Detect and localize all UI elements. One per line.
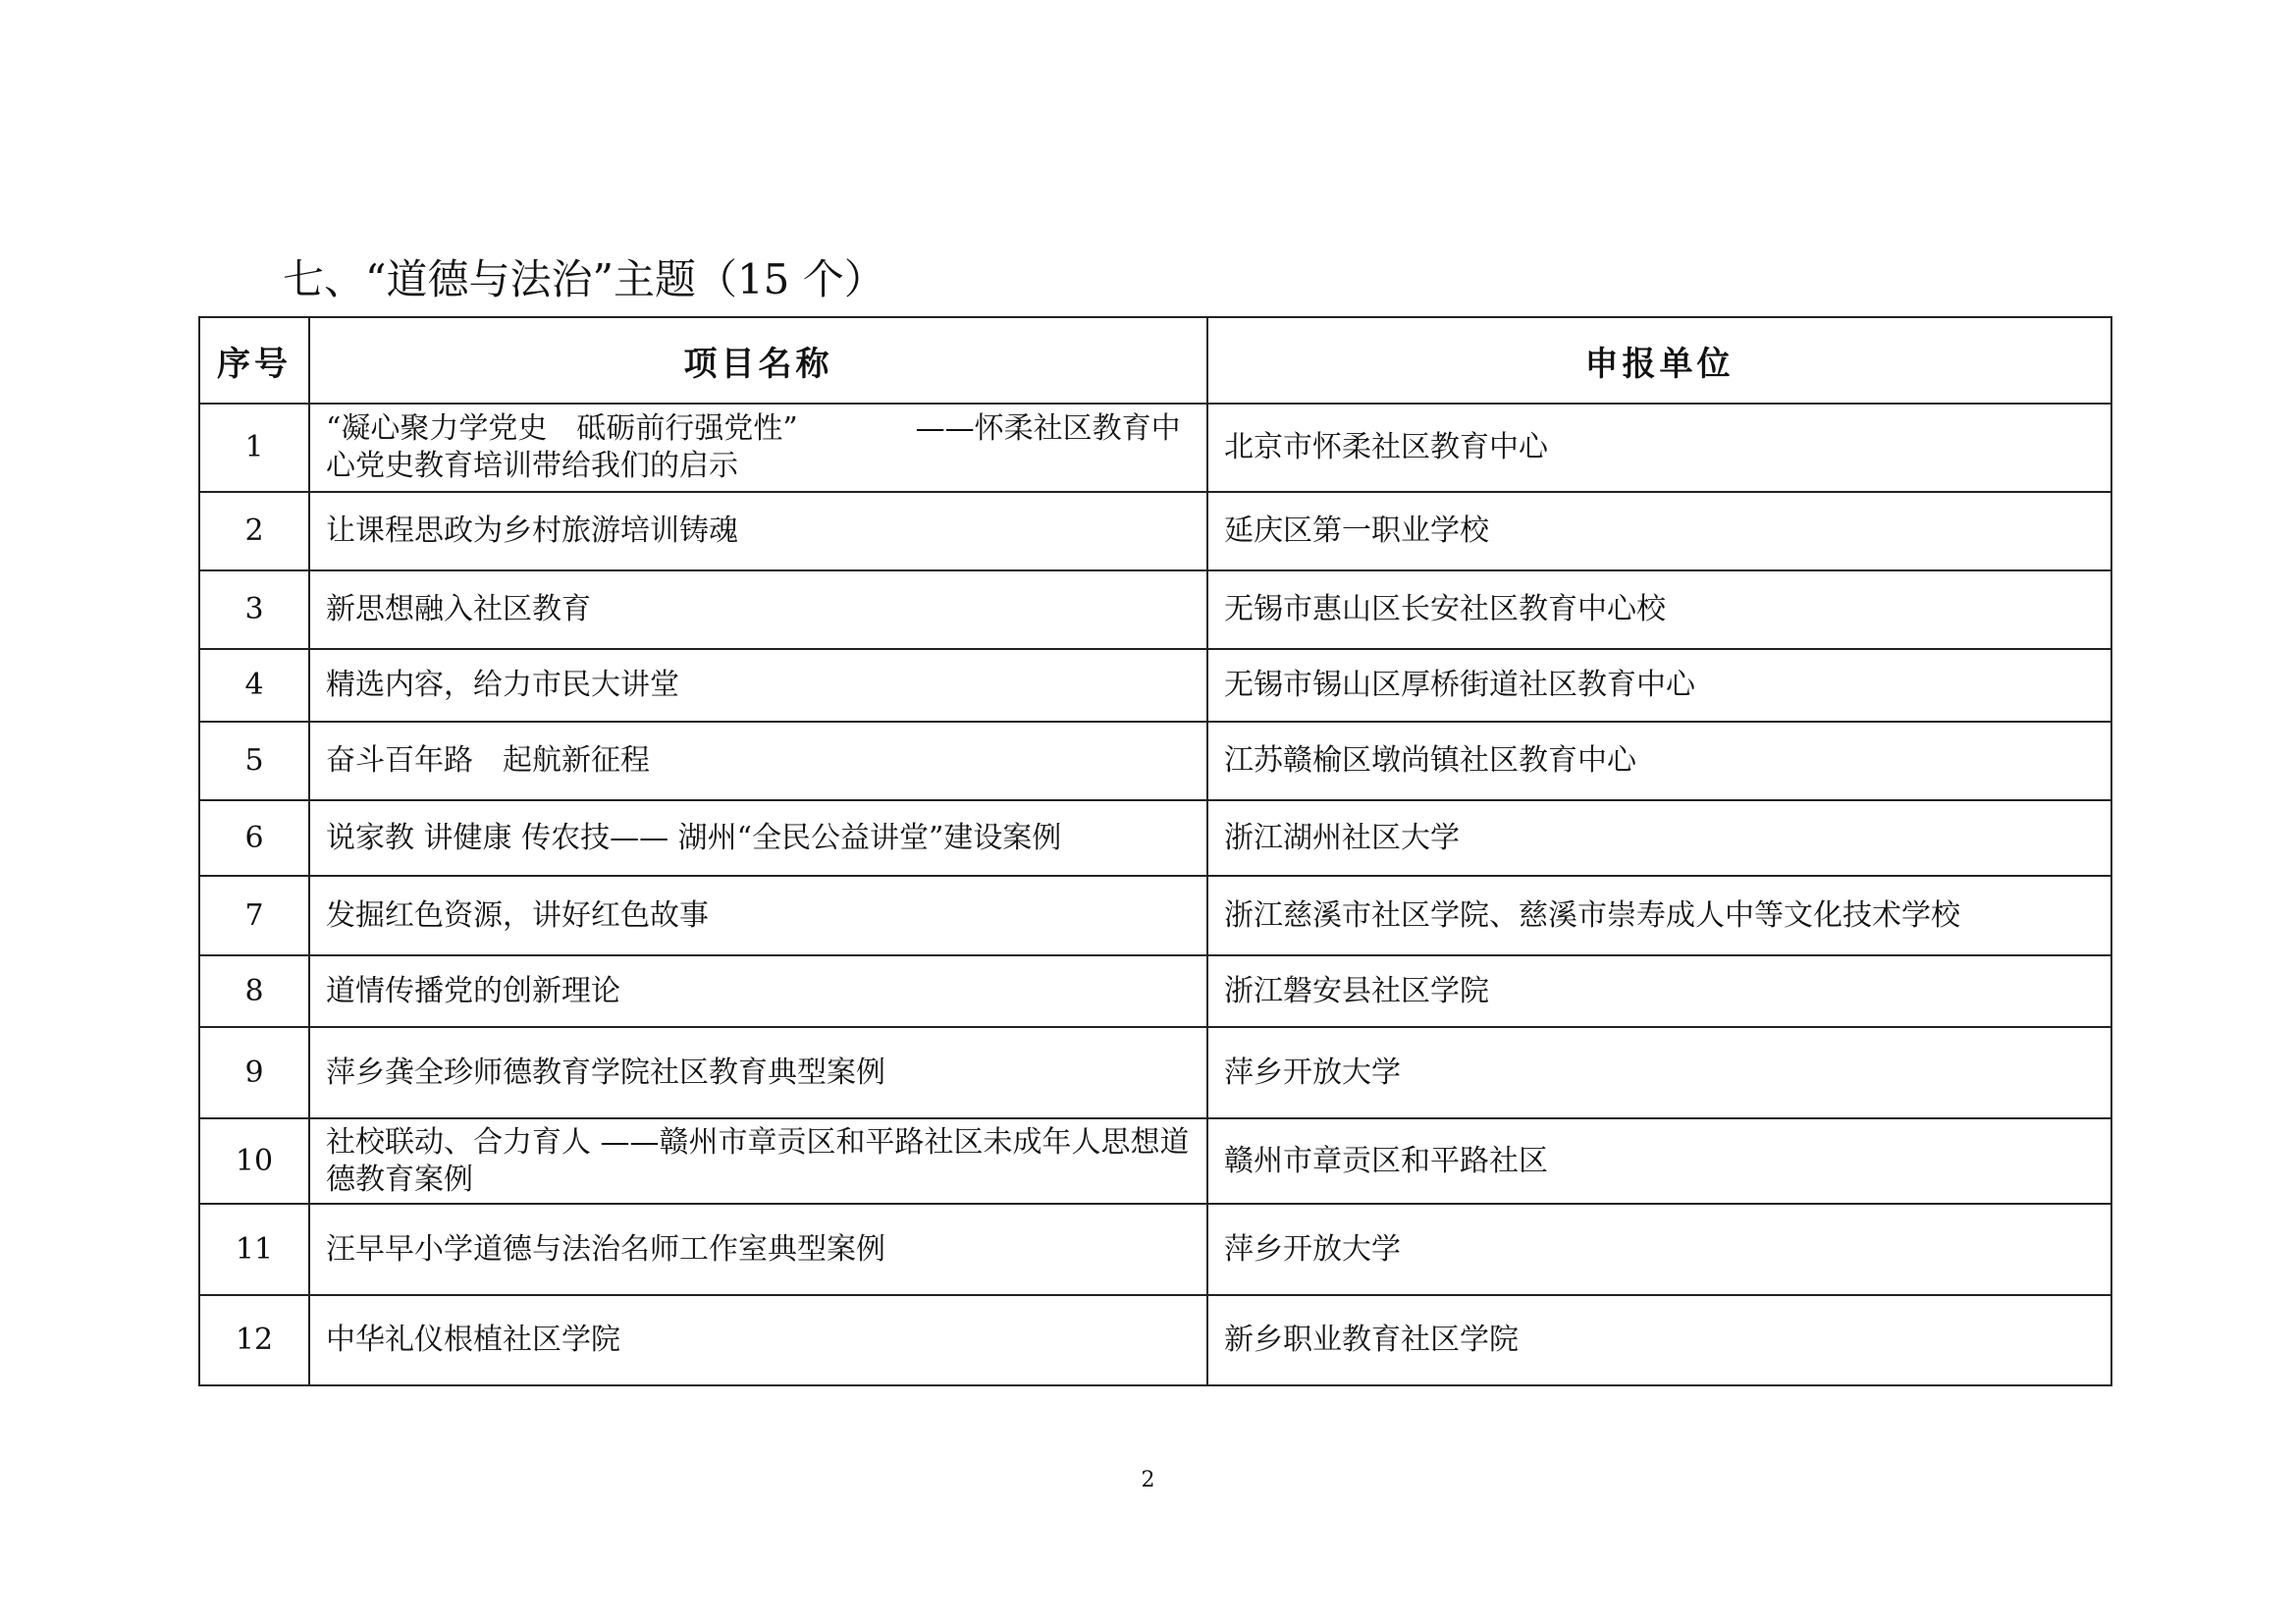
row-applicant-unit: 无锡市惠山区长安社区教育中心校 <box>1207 570 2111 649</box>
table-row <box>199 800 2111 876</box>
table-row <box>199 955 2111 1027</box>
table-row <box>199 570 2111 649</box>
row-applicant-unit: 浙江慈溪市社区学院、慈溪市崇寿成人中等文化技术学校 <box>1207 876 2111 955</box>
row-no: 9 <box>199 1027 309 1118</box>
table-row <box>199 404 2111 492</box>
section-title: 七、“道德与法治”主题（15 个） <box>283 255 885 303</box>
row-applicant-unit: 新乡职业教育社区学院 <box>1207 1295 2111 1385</box>
row-no: 4 <box>199 649 309 722</box>
row-project-name: 道情传播党的创新理论 <box>309 955 1207 1027</box>
row-no: 8 <box>199 955 309 1027</box>
header-no: 序号 <box>199 317 309 404</box>
row-applicant-unit: 萍乡开放大学 <box>1207 1027 2111 1118</box>
row-applicant-unit: 浙江磐安县社区学院 <box>1207 955 2111 1027</box>
row-project-name: 说家教 讲健康 传农技—— 湖州“全民公益讲堂”建设案例 <box>309 800 1207 876</box>
row-project-name: 让课程思政为乡村旅游培训铸魂 <box>309 492 1207 570</box>
row-applicant-unit: 北京市怀柔社区教育中心 <box>1207 404 2111 492</box>
row-no: 11 <box>199 1204 309 1295</box>
row-project-name: 汪早早小学道德与法治名师工作室典型案例 <box>309 1204 1207 1295</box>
page-number: 2 <box>1141 1468 1155 1492</box>
row-project-name: 社校联动、合力育人 ——赣州市章贡区和平路社区未成年人思想道德教育案例 <box>309 1118 1207 1204</box>
table-row <box>199 1027 2111 1118</box>
row-no: 3 <box>199 570 309 649</box>
table-row <box>199 1295 2111 1385</box>
row-project-name: 精选内容，给力市民大讲堂 <box>309 649 1207 722</box>
row-no: 10 <box>199 1118 309 1204</box>
row-applicant-unit: 萍乡开放大学 <box>1207 1204 2111 1295</box>
row-no: 1 <box>199 404 309 492</box>
row-project-name: 奋斗百年路 起航新征程 <box>309 722 1207 800</box>
row-project-name: 新思想融入社区教育 <box>309 570 1207 649</box>
table-row <box>199 722 2111 800</box>
row-project-name: “凝心聚力学党史 砥砺前行强党性” ——怀柔社区教育中心党史教育培训带给我们的启示 <box>309 404 1207 492</box>
table-header-row <box>199 317 2111 404</box>
table-row <box>199 649 2111 722</box>
row-no: 5 <box>199 722 309 800</box>
row-project-name: 萍乡龚全珍师德教育学院社区教育典型案例 <box>309 1027 1207 1118</box>
project-table <box>198 316 2112 1386</box>
row-applicant-unit: 浙江湖州社区大学 <box>1207 800 2111 876</box>
header-applicant-unit: 申报单位 <box>1207 317 2111 404</box>
table-row <box>199 876 2111 955</box>
row-project-name: 中华礼仪根植社区学院 <box>309 1295 1207 1385</box>
table-row <box>199 1118 2111 1204</box>
row-applicant-unit: 赣州市章贡区和平路社区 <box>1207 1118 2111 1204</box>
row-no: 7 <box>199 876 309 955</box>
row-no: 6 <box>199 800 309 876</box>
row-project-name: 发掘红色资源，讲好红色故事 <box>309 876 1207 955</box>
row-no: 12 <box>199 1295 309 1385</box>
header-project-name: 项目名称 <box>309 317 1207 404</box>
table-row <box>199 1204 2111 1295</box>
table-row <box>199 492 2111 570</box>
row-applicant-unit: 延庆区第一职业学校 <box>1207 492 2111 570</box>
row-applicant-unit: 无锡市锡山区厚桥街道社区教育中心 <box>1207 649 2111 722</box>
row-no: 2 <box>199 492 309 570</box>
row-applicant-unit: 江苏赣榆区墩尚镇社区教育中心 <box>1207 722 2111 800</box>
